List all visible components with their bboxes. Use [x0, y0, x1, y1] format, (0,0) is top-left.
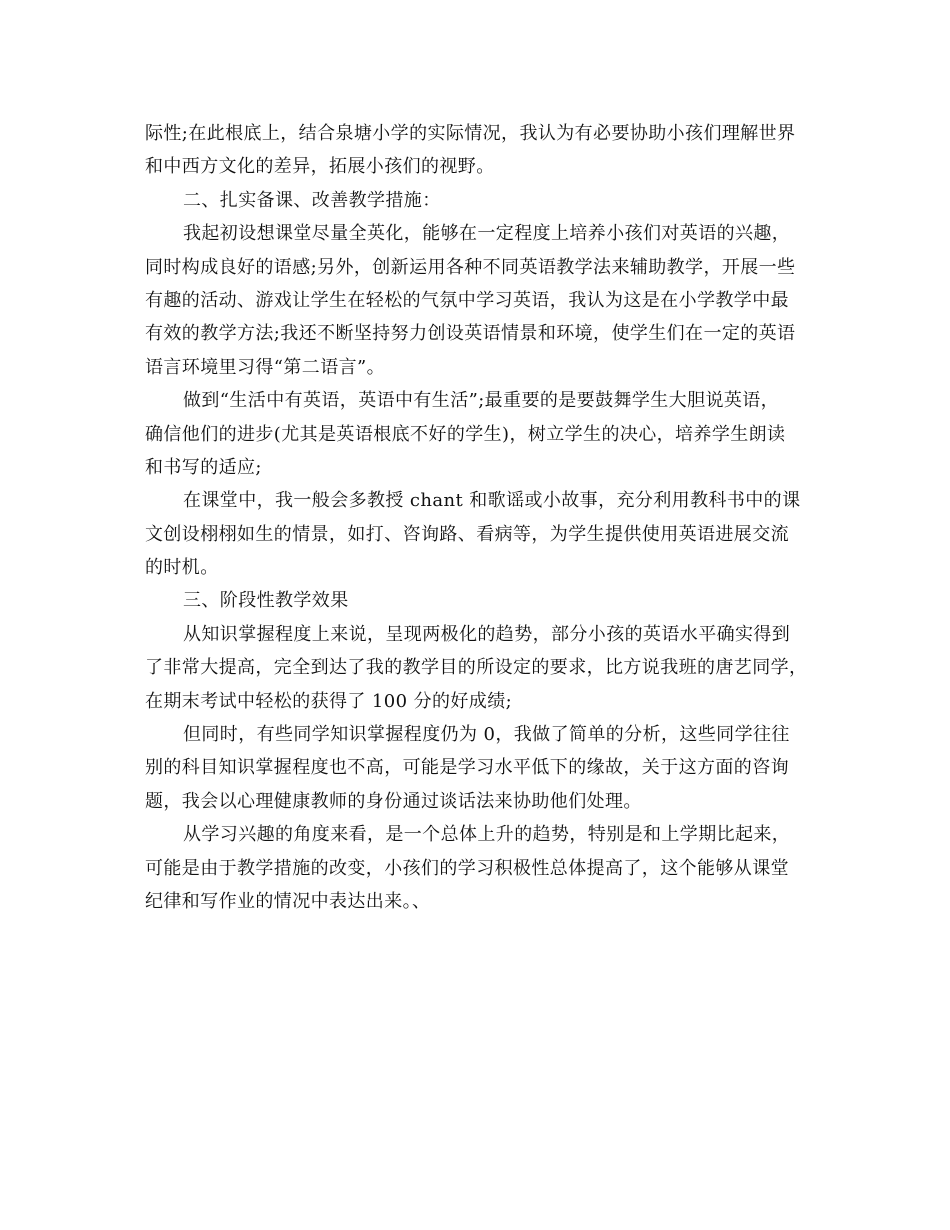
text-line: 但同时，有些同学知识掌握程度仍为 0，我做了简单的分析，这些同学往往 — [183, 724, 790, 746]
text-line: 在课堂中，我一般会多教授 chant 和歌谣或小故事，充分利用教科书中的课 — [183, 490, 801, 512]
section-heading: 二、扎实备课、改善教学措施： — [183, 189, 441, 211]
text-line: 有效的教学方法;我还不断坚持努力创设英语情景和环境，使学生们在一定的英语 — [145, 323, 796, 345]
text-line: 同时构成良好的语感;另外，创新运用各种不同英语教学法来辅助教学，开展一些 — [145, 256, 796, 278]
text-line: 题，我会以心理健康教师的身份通过谈话法来协助他们处理。 — [145, 790, 642, 812]
text-line: 纪律和写作业的情况中表达出来。、 — [145, 890, 431, 912]
text-line: 确信他们的进步(尤其是英语根底不好的学生)，树立学生的决心，培养学生朗读 — [145, 423, 786, 445]
text-line: 有趣的活动、游戏让学生在轻松的气氛中学习英语，我认为这是在小学教学中最 — [145, 289, 789, 311]
text-line: 了非常大提高，完全到达了我的教学目的所设定的要求，比方说我班的唐艺同学， — [145, 657, 808, 679]
text-line: 从知识掌握程度上来说，呈现两极化的趋势，部分小孩的英语水平确实得到 — [183, 623, 791, 645]
text-line: 做到“生活中有英语，英语中有生活”;最重要的是要鼓舞学生大胆说英语， — [183, 390, 780, 412]
text-line: 文创设栩栩如生的情景，如打、咨询路、看病等，为学生提供使用英语进展交流 — [145, 523, 789, 545]
document-body — [145, 117, 815, 918]
text-line: 可能是由于教学措施的改变，小孩们的学习积极性总体提高了，这个能够从课堂 — [145, 857, 789, 879]
text-line: 从学习兴趣的角度来看，是一个总体上升的趋势，特别是和上学期比起来， — [183, 824, 791, 846]
text-line: 和中西方文化的差异，拓展小孩们的视野。 — [145, 156, 495, 178]
text-line: 语言环境里习得“第二语言”。 — [145, 356, 386, 378]
text-line: 的时机。 — [145, 557, 219, 579]
text-line: 我起初设想课堂尽量全英化，能够在一定程度上培养小孩们对英语的兴趣， — [183, 223, 791, 245]
text-line: 别的科目知识掌握程度也不高，可能是学习水平低下的缘故，关于这方面的咨询 — [145, 757, 789, 779]
text-line: 在期末考试中轻松的获得了 100 分的好成绩; — [145, 690, 513, 712]
text-line: 际性;在此根底上，结合泉塘小学的实际情况，我认为有必要协助小孩们理解世界 — [145, 123, 796, 144]
text-line: 和书写的适应; — [145, 456, 262, 478]
section-heading: 三、阶段性教学效果 — [183, 590, 349, 612]
